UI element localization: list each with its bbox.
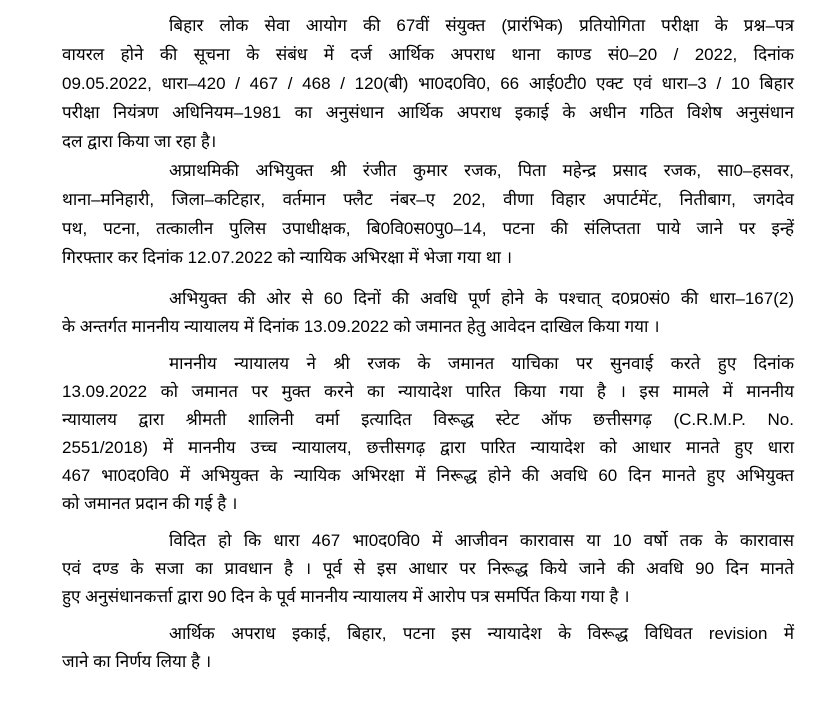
paragraph-4-line-4: 2551/2018) में माननीय उच्च न्यायालय, छत्तीसगढ़ द्वारा पारित न्यायादेश को आधार मानते हुए धारा — [62, 438, 794, 457]
paragraph-2-line-3: पथ, पटना, तत्कालीन पुलिस उपाधीक्षक, बि0वि0स0पु0–14, पटना की संलिप्तता पाये जाने पर इन्हें — [62, 219, 794, 238]
paragraph-1-line-4: परीक्षा नियंत्रण अधिनियम–1981 का अनुसंधान आर्थिक अपराध इकाई के अधीन गठित विशेष अनुसंधान — [62, 103, 794, 122]
paragraph-6-line-1: आर्थिक अपराध इकाई, बिहार, पटना इस न्यायादेश के विरूद्ध विधिवत revision में — [169, 624, 794, 643]
paragraph-1-line-1: बिहार लोक सेवा आयोग की 67वीं संयुक्त (प्रारंभिक) प्रतियोगिता परीक्षा के प्रश्न–पत्र — [169, 16, 794, 35]
paragraph-1-line-5: दल द्वारा किया जा रहा है। — [62, 132, 217, 151]
paragraph-4-line-6: को जमानत प्रदान की गई है । — [62, 494, 238, 513]
paragraph-3-line-1: अभियुक्त की ओर से 60 दिनों की अवधि पूर्ण होने के पश्चात् द0प्र0सं0 की धारा–167(2) — [169, 289, 794, 308]
paragraph-3-line-2: के अन्तर्गत माननीय न्यायालय में दिनांक 13.09.2022 को जमानत हेतु आवेदन दाखिल किया गया । — [62, 317, 660, 336]
paragraph-2-line-1: अप्राथमिकी अभियुक्त श्री रंजीत कुमार रजक, पिता महेन्द्र प्रसाद रजक, सा0–हसवर, — [169, 161, 794, 180]
paragraph-5-line-1: विदित हो कि धारा 467 भा0द0वि0 में आजीवन कारावास या 10 वर्षो तक के कारावास — [169, 531, 794, 550]
paragraph-4-line-5: 467 भा0द0वि0 में अभियुक्त के न्यायिक अभिरक्षा में निरूद्ध होने की अवधि 60 दिन मानते हुए अभियुक्त — [62, 466, 794, 485]
paragraph-2-line-4: गिरफ्तार कर दिनांक 12.07.2022 को न्यायिक अभिरक्षा में भेजा गया था । — [62, 248, 513, 267]
paragraph-1-line-3: 09.05.2022, धारा–420 / 467 / 468 / 120(बी) भा0द0वि0, 66 आई0टी0 एक्ट एवं धारा–3 / 10 बिहार — [62, 74, 794, 93]
paragraph-6-line-2: जाने का निर्णय लिया है । — [62, 652, 212, 671]
paragraph-5-line-2: एवं दण्ड के सजा का प्रावधान है । पूर्व से इस आधार पर निरूद्ध किये जाने की अवधि 90 दिन मानते — [62, 559, 794, 578]
paragraph-4-line-3: न्यायालय द्वारा श्रीमती शालिनी वर्मा इत्यादित विरूद्ध स्टेट ऑफ छत्तीसगढ़ (C.R.M.P. No. — [62, 410, 794, 429]
paragraph-4-line-2: 13.09.2022 को जमानत पर मुक्त करने का न्यायादेश पारित किया गया है । इस मामले में माननीय — [62, 382, 794, 401]
paragraph-4-line-1: माननीय न्यायालय ने श्री रजक के जमानत याचिका पर सुनवाई करते हुए दिनांक — [169, 354, 794, 373]
paragraph-1-line-2: वायरल होने की सूचना के संबंध में दर्ज आर्थिक अपराध थाना काण्ड सं0–20 / 2022, दिनांक — [62, 45, 794, 64]
paragraph-5-line-3: हुए अनुसंधानकर्त्ता द्वारा 90 दिन के पूर्व माननीय न्यायालय में आरोप पत्र समर्पित किया गया है । — [62, 587, 630, 606]
paragraph-2-line-2: थाना–मनिहारी, जिला–कटिहार, वर्तमान फ्लैट नंबर–ए 202, वीणा विहार अपार्टमेंट, नितीबाग, जगदेव — [62, 190, 794, 209]
